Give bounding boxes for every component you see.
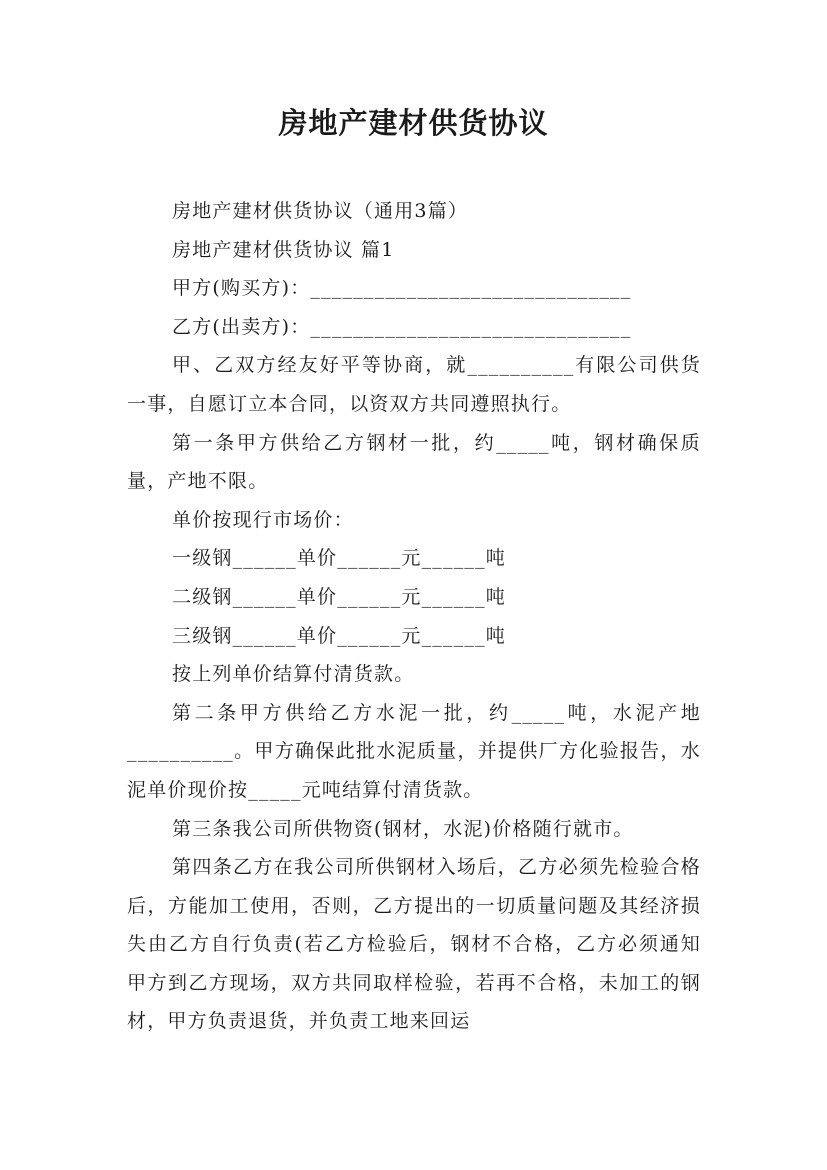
paragraph-section-heading: 房地产建材供货协议 篇1 [172, 238, 395, 261]
paragraph-article-4: 第四条乙方在我公司所供钢材入场后，乙方必须先检验合格后，方能加工使用，否则，乙方提出的一切质量问题及其经济损失由乙方自行负责(若乙方检验后，钢材不合格，乙方必须通知甲方到乙方现场，双方共同取样检验，若再不合格，未加工的钢材，甲方负责退货，并负责工地来回运 [127, 856, 701, 1033]
paragraph-article-3: 第三条我公司所供物资(钢材，水泥)价格随行就市。 [172, 817, 634, 840]
paragraph-preamble: 甲、乙双方经友好平等协商，就__________有限公司供货一事，自愿订立本合同，以资双方共同遵照执行。 [127, 354, 701, 415]
paragraph-subtitle: 房地产建材供货协议（通用3篇） [172, 200, 469, 222]
paragraph-steel-grade-2: 二级钢______单价______元______吨 [172, 585, 507, 608]
paragraph-party-a: 甲方(购买方)：______________________________ [172, 277, 632, 300]
paragraph-article-2: 第二条甲方供给乙方水泥一批，约_____吨，水泥产地__________。甲方确保此批水泥质量，并提供厂方化验报告，水泥单价现价按_____元吨结算付清货款。 [127, 701, 701, 801]
paragraph-steel-grade-1: 一级钢______单价______元______吨 [172, 547, 507, 570]
paragraph-steel-grade-3: 三级钢______单价______元______吨 [172, 624, 507, 647]
paragraph-party-b: 乙方(出卖方)：______________________________ [172, 315, 632, 338]
document-body [127, 192, 701, 1041]
document-title: 房地产建材供货协议 [278, 106, 549, 140]
paragraph-unit-price: 单价按现行市场价： [172, 508, 354, 531]
paragraph-article-1: 第一条甲方供给乙方钢材一批，约_____吨，钢材确保质量，产地不限。 [127, 431, 701, 493]
paragraph-settlement: 按上列单价结算付清货款。 [172, 663, 415, 686]
